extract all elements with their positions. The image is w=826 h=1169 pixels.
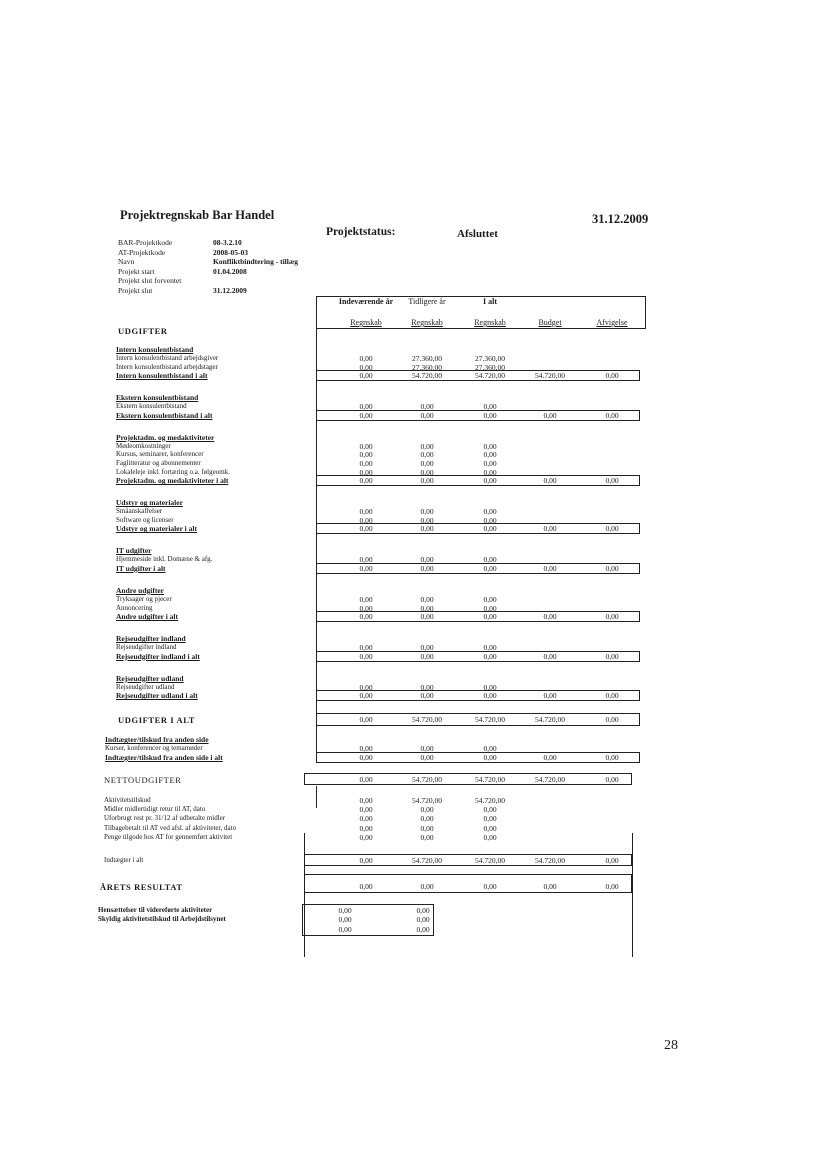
value-cell: 0,00 — [483, 507, 497, 517]
table-right-rule — [632, 833, 633, 957]
value-cell: 0,00 — [416, 915, 430, 925]
value-cell: 0,00 — [483, 682, 497, 692]
meta-label: AT-Projektkode — [118, 247, 166, 257]
value-cell: 0,00 — [359, 823, 373, 833]
value-cell: 0,00 — [543, 612, 557, 622]
netto-label: NETTOUDGIFTER — [104, 775, 182, 785]
value-cell: 0,00 — [359, 476, 373, 486]
meta-label: Projekt slut — [118, 286, 153, 295]
column-sub-label: Regnskab — [474, 318, 506, 327]
value-cell: 0,00 — [420, 476, 434, 486]
value-cell: 0,00 — [483, 603, 497, 613]
column-top-label: I alt — [483, 297, 497, 306]
column-top-label: Indeværende år — [338, 297, 394, 306]
section-title: Ekstern konsulentbistand — [116, 393, 199, 403]
value-cell: 0,00 — [605, 715, 619, 725]
value-cell: 54.720,00 — [412, 371, 442, 381]
meta-label: Projekt slut forventet — [118, 276, 182, 286]
value-cell: 0,00 — [420, 410, 434, 420]
line-item-label: Kurser, konferencer og temamøder — [105, 744, 203, 753]
value-cell: 0,00 — [338, 906, 352, 915]
line-item-label: Ekstern konsulentbistand — [116, 402, 187, 411]
value-cell: 0,00 — [359, 715, 373, 725]
value-cell: 0,00 — [359, 805, 373, 815]
value-cell: 0,00 — [416, 906, 430, 915]
udgifter-total-label: UDGIFTER I ALT — [118, 715, 196, 726]
value-cell: 0,00 — [605, 564, 619, 573]
value-cell: 0,00 — [359, 362, 373, 372]
value-cell: 0,00 — [483, 410, 497, 420]
section-total-label: Ekstern konsulentbistand i alt — [116, 410, 213, 420]
value-cell: 54.720,00 — [535, 775, 565, 784]
line-item-label: Annoncering — [116, 603, 153, 612]
value-cell: 27.360,00 — [412, 354, 442, 363]
value-cell: 0,00 — [483, 467, 497, 477]
value-cell: 0,00 — [338, 924, 352, 934]
value-cell: 0,00 — [605, 651, 619, 661]
value-cell: 0,00 — [483, 476, 497, 486]
line-item-label: Rejseudgifter indland — [116, 643, 177, 652]
value-cell: 54.720,00 — [535, 856, 565, 865]
value-cell: 0,00 — [359, 682, 373, 692]
value-cell: 54.720,00 — [475, 715, 505, 725]
value-cell: 0,00 — [359, 459, 373, 468]
value-cell: 0,00 — [483, 814, 497, 824]
value-cell: 0,00 — [359, 691, 373, 701]
line-item-label: Intern konsulentbistand arbejdstager — [116, 362, 218, 371]
section-title: Rejseudgifter udland — [116, 673, 184, 683]
value-cell: 0,00 — [420, 832, 434, 842]
value-cell: 0,00 — [359, 882, 373, 891]
value-cell: 0,00 — [483, 515, 497, 525]
value-cell: 0,00 — [483, 691, 497, 701]
footer-row-label: Hensættelser til videreførte aktiviteter — [98, 906, 213, 914]
value-cell: 0,00 — [420, 467, 434, 477]
value-cell: 0,00 — [359, 467, 373, 477]
report-date: 31.12.2009 — [592, 212, 649, 226]
status-value: Afsluttet — [457, 228, 498, 240]
value-cell: 0,00 — [543, 691, 557, 701]
line-item-label: Mødeomkostninger — [116, 441, 171, 450]
line-item-label: Lokaleleje inkl. fortæring o.a. følgeomk. — [116, 467, 230, 476]
page-number: 28 — [664, 1038, 678, 1053]
value-cell: 0,00 — [359, 524, 373, 534]
value-cell: 0,00 — [359, 651, 373, 661]
value-cell: 0,00 — [420, 882, 434, 891]
value-cell: 0,00 — [359, 753, 373, 762]
meta-value: 08-3.2.10 — [213, 238, 242, 247]
section-title: Indtægter/tilskud fra anden side — [105, 735, 209, 745]
value-cell: 0,00 — [420, 805, 434, 815]
value-cell: 0,00 — [420, 753, 434, 762]
meta-label: Projekt start — [118, 266, 155, 276]
value-cell: 0,00 — [359, 402, 373, 412]
section-total-label: Rejseudgifter indland i alt — [116, 651, 200, 661]
value-cell: 0,00 — [420, 691, 434, 701]
udgifter-heading: UDGIFTER — [118, 326, 168, 336]
value-cell: 54.720,00 — [535, 371, 565, 381]
value-cell: 0,00 — [605, 856, 619, 865]
value-cell: 0,00 — [420, 459, 434, 468]
value-cell: 0,00 — [605, 524, 619, 534]
value-cell: 0,00 — [359, 507, 373, 517]
section-total-label: Rejseudgifter udland i alt — [116, 691, 198, 701]
value-cell: 0,00 — [420, 612, 434, 622]
line-item-label: Småanskaffelser — [116, 507, 163, 516]
section-total-label: Intern konsulentbistand i alt — [116, 371, 208, 381]
value-cell: 0,00 — [420, 682, 434, 692]
value-cell: 0,00 — [359, 555, 373, 565]
resultat-label: ÅRETS RESULTAT — [100, 882, 183, 892]
meta-value: 31.12.2009 — [213, 286, 247, 295]
footer-row-label: Skyldig aktivitetstilskud til Arbejdstilsynet — [98, 915, 226, 924]
section-total-label: Udstyr og materialer i alt — [116, 524, 197, 534]
section-title: Andre udgifter — [116, 586, 164, 595]
section-total-label: Andre udgifter i alt — [116, 612, 179, 622]
value-cell: 0,00 — [605, 775, 619, 784]
value-cell: 0,00 — [543, 753, 557, 762]
column-sub-label: Regnskab — [411, 318, 443, 327]
value-cell: 0,00 — [483, 459, 497, 468]
value-cell: 0,00 — [359, 612, 373, 622]
indtaegter-ialt-label: Indtægter i alt — [104, 856, 144, 864]
report-title: Projektregnskab Bar Handel — [120, 208, 275, 222]
funding-label: Midler midlertidigt retur til AT, dato — [104, 805, 206, 814]
column-sub-label: Afvigelse — [596, 318, 628, 327]
value-cell: 0,00 — [605, 882, 619, 891]
value-cell: 0,00 — [420, 651, 434, 661]
value-cell: 0,00 — [605, 371, 619, 381]
column-sub-label: Budget — [538, 318, 562, 327]
value-cell: 0,00 — [483, 555, 497, 565]
value-cell: 0,00 — [420, 564, 434, 573]
value-cell: 0,00 — [605, 410, 619, 420]
value-cell: 0,00 — [359, 450, 373, 460]
value-cell: 0,00 — [483, 882, 497, 891]
value-cell: 0,00 — [420, 524, 434, 534]
value-cell: 0,00 — [359, 595, 373, 604]
section-title: IT udgifter — [116, 546, 152, 556]
value-cell: 0,00 — [420, 450, 434, 460]
value-cell: 0,00 — [543, 410, 557, 420]
value-cell: 0,00 — [543, 476, 557, 486]
value-cell: 0,00 — [483, 595, 497, 604]
funding-label: Aktivitetstilskud — [104, 796, 151, 804]
value-cell: 0,00 — [359, 603, 373, 613]
section-title: Intern konsulentbistand — [116, 345, 194, 354]
value-cell: 0,00 — [543, 564, 557, 573]
value-cell: 0,00 — [483, 612, 497, 622]
section-title: Udstyr og materialer — [116, 498, 183, 508]
line-item-label: Kursus, seminarer, konferencer — [116, 450, 204, 459]
value-cell: 54.720,00 — [475, 796, 505, 805]
value-cell: 0,00 — [483, 805, 497, 815]
meta-value: 2008-05-03 — [213, 247, 248, 257]
line-item-label: Software og licenser — [116, 515, 174, 524]
line-item-label: Hjemmeside inkl. Domæne & afg. — [116, 555, 213, 564]
column-top-label: Tidligere år — [408, 297, 446, 306]
value-cell: 0,00 — [338, 915, 352, 925]
value-cell: 0,00 — [483, 643, 497, 653]
value-cell: 0,00 — [416, 924, 430, 934]
value-cell: 54.720,00 — [535, 715, 565, 725]
section-total-label: IT udgifter i alt — [116, 564, 166, 573]
column-sub-label: Regnskab — [350, 318, 382, 327]
value-cell: 0,00 — [359, 796, 373, 805]
value-cell: 0,00 — [359, 410, 373, 420]
table-left-rule — [316, 786, 317, 808]
value-cell: 0,00 — [420, 603, 434, 613]
value-cell: 0,00 — [483, 744, 497, 754]
value-cell: 0,00 — [483, 564, 497, 573]
value-cell: 0,00 — [359, 564, 373, 573]
value-cell: 0,00 — [420, 402, 434, 412]
value-cell: 0,00 — [483, 651, 497, 661]
value-cell: 0,00 — [543, 524, 557, 534]
value-cell: 0,00 — [359, 515, 373, 525]
funding-label: Uforbrugt rest pr. 31/12 af udbetalte midler — [104, 814, 226, 823]
value-cell: 0,00 — [359, 643, 373, 653]
value-cell: 0,00 — [605, 691, 619, 701]
status-label: Projektstatus: — [326, 226, 396, 238]
value-cell: 0,00 — [420, 555, 434, 565]
value-cell: 54.720,00 — [412, 856, 442, 865]
value-cell: 0,00 — [543, 651, 557, 661]
line-item-label: Intern konsulentbistand arbejdsgiver — [116, 354, 219, 362]
value-cell: 27.360,00 — [412, 362, 442, 372]
meta-label: Navn — [118, 257, 135, 267]
value-cell: 54.720,00 — [412, 796, 442, 805]
value-cell: 0,00 — [359, 354, 373, 363]
value-cell: 0,00 — [483, 450, 497, 460]
section-title: Projektadm. og medaktiviteter — [116, 432, 215, 442]
line-item-label: Tryksager og pjecer — [116, 595, 172, 603]
value-cell: 54.720,00 — [475, 775, 505, 784]
value-cell: 0,00 — [420, 595, 434, 604]
meta-value: 01.04.2008 — [213, 266, 247, 276]
value-cell: 0,00 — [605, 612, 619, 622]
value-cell: 0,00 — [483, 524, 497, 534]
value-cell: 0,00 — [420, 814, 434, 824]
line-item-label: Faglitteratur og abonnementer — [116, 459, 201, 467]
funding-label: Penge tilgode hos AT for gennemført aktivitet — [104, 832, 233, 841]
value-cell: 0,00 — [359, 441, 373, 451]
value-cell: 0,00 — [483, 823, 497, 833]
table-left-rule — [304, 833, 305, 957]
value-cell: 0,00 — [483, 402, 497, 412]
value-cell: 27.360,00 — [475, 362, 505, 372]
value-cell: 0,00 — [420, 515, 434, 525]
section-total-label: Projektadm. og medaktiviteter i alt — [116, 476, 229, 486]
value-cell: 0,00 — [359, 775, 373, 784]
value-cell: 0,00 — [359, 832, 373, 842]
value-cell: 0,00 — [420, 643, 434, 653]
value-cell: 0,00 — [483, 441, 497, 451]
value-cell: 0,00 — [543, 882, 557, 891]
value-cell: 0,00 — [420, 507, 434, 517]
value-cell: 0,00 — [420, 441, 434, 451]
value-cell: 27.360,00 — [475, 354, 505, 363]
line-item-label: Rejseudgifter udland — [116, 682, 175, 691]
value-cell: 0,00 — [483, 753, 497, 762]
value-cell: 0,00 — [359, 744, 373, 754]
value-cell: 0,00 — [483, 832, 497, 842]
meta-label: BAR-Projektkode — [118, 238, 173, 247]
value-cell: 54.720,00 — [475, 371, 505, 381]
value-cell: 0,00 — [420, 744, 434, 754]
meta-value: Konfliktbindtering - tillæg — [213, 257, 299, 267]
value-cell: 0,00 — [359, 814, 373, 824]
value-cell: 0,00 — [420, 823, 434, 833]
section-title: Rejseudgifter indland — [116, 634, 186, 644]
section-total-label: Indtægter/tilskud fra anden side i alt — [105, 753, 223, 762]
value-cell: 54.720,00 — [475, 856, 505, 865]
value-cell: 54.720,00 — [412, 775, 442, 784]
funding-label: Tilbagebetalt til AT ved afsl. af aktiviteter, dato — [104, 823, 237, 832]
value-cell: 0,00 — [359, 856, 373, 865]
value-cell: 0,00 — [359, 371, 373, 381]
value-cell: 54.720,00 — [412, 715, 442, 725]
value-cell: 0,00 — [605, 476, 619, 486]
value-cell: 0,00 — [605, 753, 619, 762]
